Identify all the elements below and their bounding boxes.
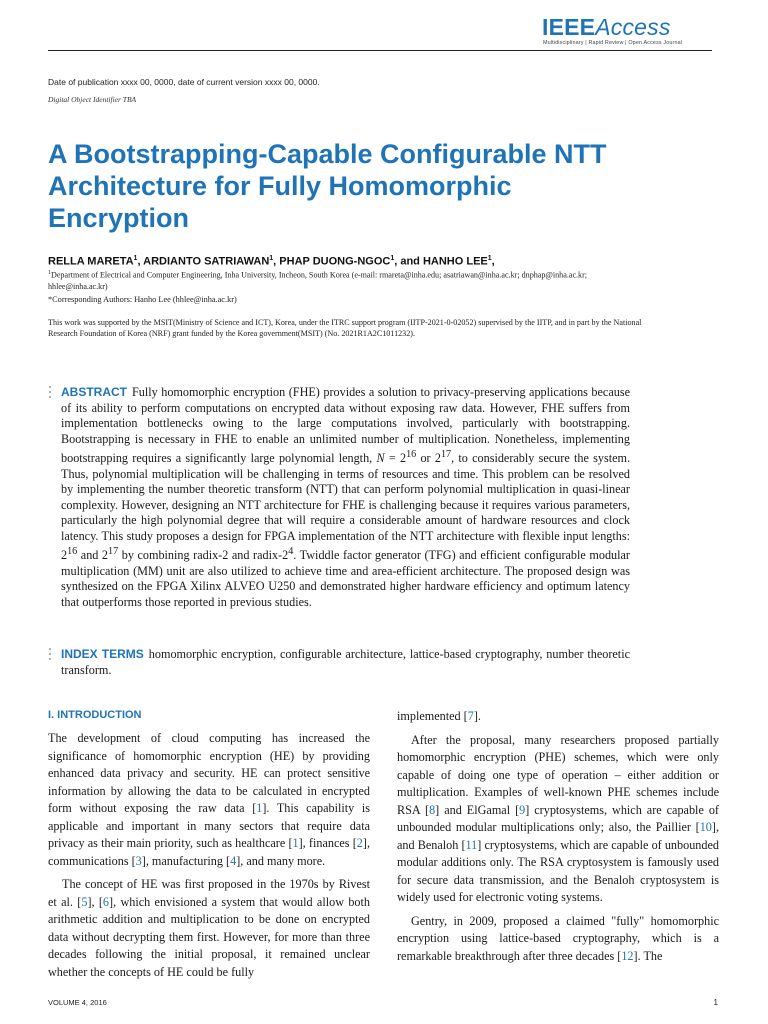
footer-volume: VOLUME 4, 2016 (48, 998, 107, 1007)
corresponding-author: *Corresponding Authors: Hanho Lee (hhlee@inha.ac.kr) (48, 295, 237, 304)
index-terms: INDEX TERMS homomorphic encryption, configurable architecture, lattice-based cryptography, number theoretic transform. (61, 647, 630, 677)
abstract-label: ABSTRACT (61, 385, 127, 399)
citation-link[interactable]: 12 (621, 948, 634, 963)
logo-brand-italic: Access (595, 14, 671, 40)
journal-logo (542, 14, 712, 46)
citation-link[interactable]: 8 (429, 802, 436, 817)
citation-link[interactable]: 5 (81, 894, 88, 909)
citation-link[interactable]: 9 (519, 802, 526, 817)
funding-note: This work was supported by the MSIT(Ministry of Science and ICT), Korea, under the ITRC support program (IITP-2021-0-02052) supervised by the IITP, and in part by the National Research Foundation of Korea (NRF) grant funded by the Korea government(MSIT) (No. 2021R1A2C1011232). (48, 318, 642, 338)
paragraph: Gentry, in 2009, proposed a claimed "fully" homomorphic encryption using lattice-based cryptography, which is a remarkable breakthrough after three decades [12]. The (397, 913, 719, 963)
author-name: ARDIANTO SATRIAWAN (143, 255, 270, 268)
paragraph: The concept of HE was first proposed in the 1970s by Rivest et al. [5], [6], which envisioned a system that would allow both arithmetic addition and multiplication to be done on encrypted data without decrypting them first. However, for more than three decades following the initial proposal, it remained unclear whether the concepts of HE could be fully (48, 877, 370, 979)
author-name: HANHO LEE (422, 255, 488, 268)
publication-date: Date of publication xxxx 00, 0000, date of current version xxxx 00, 0000. (48, 77, 320, 87)
body-column-left (48, 708, 370, 987)
citation-link[interactable]: 10 (699, 820, 712, 834)
index-terms-label: INDEX TERMS (61, 647, 144, 661)
logo-tagline: Multidisciplinary | Rapid Review | Open Access Journal (543, 40, 683, 46)
affiliation: $^1$Department of Electrical and Computer Engineering, Inha University, Incheon, South Korea (e-mail: rmareta@inha.edu; asatriawan@inha.ac.kr; dnphap@inha.ac.kr; hhlee@inha.ac.kr) (48, 270, 588, 291)
index-terms-marker-icon (49, 648, 52, 663)
header-rule (48, 50, 712, 51)
citation-link[interactable]: 4 (230, 853, 237, 868)
section-heading: I. INTRODUCTION (48, 709, 142, 721)
abstract: ABSTRACT Fully homomorphic encryption (FHE) provides a solution to privacy-preserving applications because of its ability to perform computations on encrypted data without exposing raw data. However, FHE suffers from implementation bottlenecks owing to the large computations involved, particularly with bootstrapping. Bootstrapping is necessary in FHE to enable an unlimited number of multiplication. Nonetheless, implementing bootstrapping requires a significantly large polynomial length, $N = 2^{16}$ or $2^{17}$, to considerably secure the system. Thus, polynomial multiplication will be challenging in terms of resources and time. This problem can be resolved by implementing the number theoretic transform (NTT) that can perform polynomial multiplication in quasi-linear complexity. However, designing an NTT architecture for FHE is challenging because it requires various parameters, particularly the high polynomial degree that will require a considerable amount of hardware resources and clock latency. This study proposes a design for FPGA implementation of the NTT architecture with flexible input lengths: $2^{16}$ and $2^{17}$ by combining radix-2 and radix-$2^4$. Twiddle factor generator (TFG) and efficient configurable modular multiplication (MM) unit are also utilized to achieve time and area-efficient architecture. The proposed design was synthesized on the FPGA Xilinx ALVEO U250 and demonstrated higher hardware efficiency and optimum latency that outperforms those reported in previous studies. (61, 385, 631, 609)
citation-link[interactable]: 2 (356, 836, 363, 850)
citation-link[interactable]: 11 (465, 837, 478, 852)
author-name: RELLA MARETA (48, 255, 134, 268)
paper-title: A Bootstrapping-Capable Configurable NTT Architecture for Fully Homomorphic Encryption (48, 139, 607, 233)
paragraph: implemented [7]. (397, 709, 481, 723)
paragraph: After the proposal, many researchers proposed partially homomorphic encryption (PHE) schemes, which were only capable of doing one type of operation – either addition or multiplication. Examples of well-known PHE schemes include RSA [8] and ElGamal [9] cryptosystems, which are capable of unbounded modular multiplications only; also, the Paillier [10], and Benaloh [11] cryptosystems, which are capable of unbounded modular additions only. The RSA cryptosystem is famously used for secure data transmission, and the Benaloh cryptosystem is widely used for electronic voting systems. (397, 732, 719, 904)
abstract-marker-icon (49, 386, 52, 401)
citation-link[interactable]: 6 (102, 894, 110, 909)
citation-link[interactable]: 7 (467, 709, 474, 723)
page-number: 1 (713, 998, 718, 1007)
author-list: RELLA MARETA$^1$, ARDIANTO SATRIAWAN$^1$, PHAP DUONG-NGOC$^1$, and HANHO LEE$^1$, (48, 255, 495, 268)
author-name: PHAP DUONG-NGOC (279, 255, 391, 268)
doi-line: Digital Object Identifier TBA (48, 95, 137, 104)
citation-link[interactable]: 3 (135, 853, 142, 868)
citation-link[interactable]: 1 (256, 801, 263, 815)
citation-link[interactable]: 1 (292, 836, 299, 850)
logo-brand-bold: IEEE (542, 14, 596, 40)
paragraph: The development of cloud computing has increased the significance of homomorphic encryption (HE) by providing enhanced data privacy and security. HE can protect sensitive information by allowing the data to be calculated in encrypted form without exposing the raw data [1]. This capability is applicable and important in many sectors that require data privacy as their main priority, such as healthcare [1], finances [2], communications [3], manufacturing [4], and many more. (48, 731, 370, 868)
body-column-right (397, 708, 719, 971)
